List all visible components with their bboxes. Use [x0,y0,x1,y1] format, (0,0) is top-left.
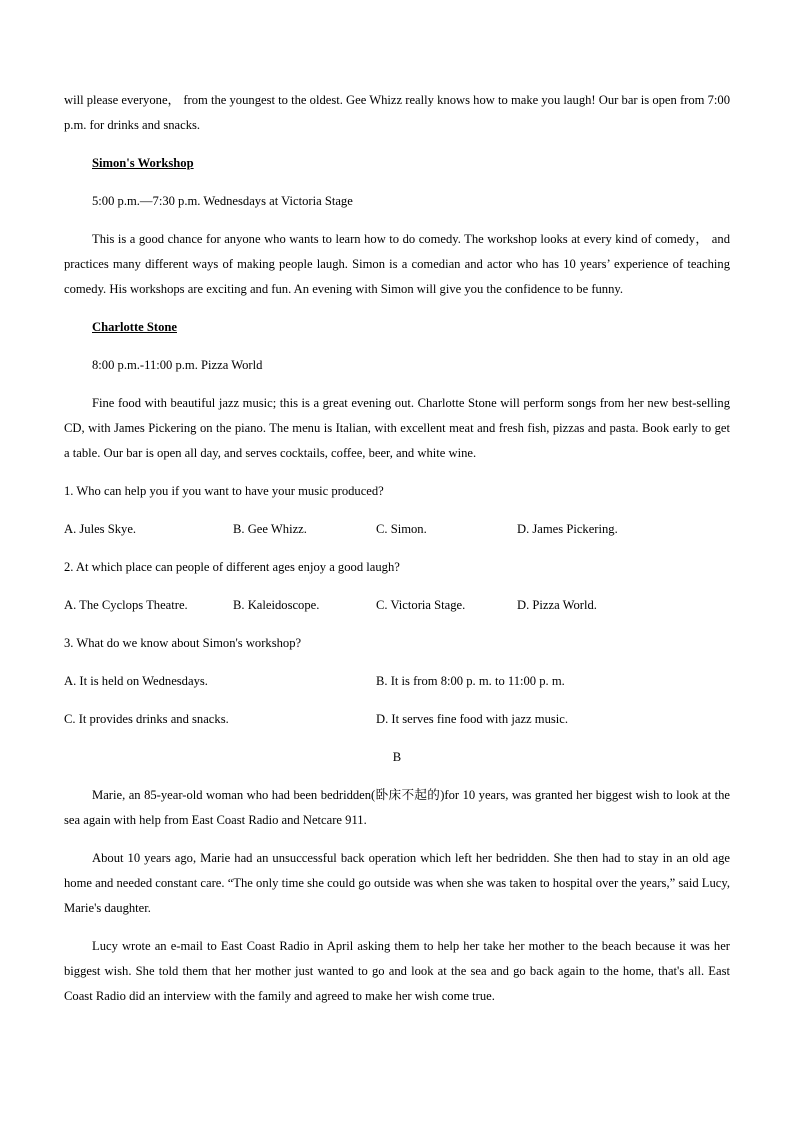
question-1-option-d: D. James Pickering. [517,522,618,536]
question-2-option-c: C. Victoria Stage. [376,598,466,612]
question-2-option-b: B. Kaleidoscope. [233,598,320,612]
document-page [64,88,730,1009]
section-b-paragraph-3: Lucy wrote an e-mail to East Coast Radio in April asking them to help her take her mother to the beach because it was her biggest wish. She told them that her mother just wanted to go and look at the sea and go back again to the home, that's all. East Coast Radio did an interview with the family and agreed to make her wish come true. [64,939,730,1003]
question-1-text: 1. Who can help you if you want to have your music produced? [64,484,384,498]
question-2-option-d: D. Pizza World. [517,598,597,612]
question-1-option-b: B. Gee Whizz. [233,522,307,536]
simon-workshop-heading: Simon's Workshop [92,156,194,170]
question-2-options [64,593,730,618]
question-3-option-d: D. It serves fine food with jazz music. [376,712,568,726]
question-2-text: 2. At which place can people of different ages enjoy a good laugh? [64,560,400,574]
section-b-label: B [392,750,402,764]
charlotte-stone-description: Fine food with beautiful jazz music; this is a great evening out. Charlotte Stone will perform songs from her new best-selling CD, with James Pickering on the piano. The menu is Italian, with excellent meat and fresh fish, pizzas and pasta. Book early to get a table. Our bar is open all day, and serves cocktails, coffee, beer, and white wine. [64,396,730,460]
question-3-option-b: B. It is from 8:00 p. m. to 11:00 p. m. [376,674,565,688]
question-1-option-c: C. Simon. [376,522,427,536]
question-1-options [64,517,730,542]
simon-workshop-time: 5:00 p.m.—7:30 p.m. Wednesdays at Victoria Stage [92,194,353,208]
question-2-option-a: A. The Cyclops Theatre. [64,598,188,612]
question-3-text: 3. What do we know about Simon's workshop? [64,636,302,650]
question-3-options-row-2 [64,707,730,732]
question-3-options-row-1 [64,669,730,694]
simon-workshop-description: This is a good chance for anyone who wants to learn how to do comedy. The workshop looks at every kind of comedy， and practices many different ways of making people laugh. Simon is a comedian and actor who has 10 years’ experience of teaching comedy. His workshops are exciting and fun. An evening with Simon will give you the confidence to be funny. [64,232,730,296]
section-b-paragraph-1: Marie, an 85-year-old woman who had been bedridden(卧床不起的)for 10 years, was granted her biggest wish to look at the sea again with help from East Coast Radio and Netcare 911. [64,788,730,827]
gee-whizz-paragraph-end: will please everyone， from the youngest to the oldest. Gee Whizz really knows how to make you laugh! Our bar is open from 7:00 p.m. for drinks and snacks. [64,93,730,132]
charlotte-stone-heading: Charlotte Stone [92,320,177,334]
section-b-paragraph-2: About 10 years ago, Marie had an unsuccessful back operation which left her bedridden. She then had to stay in an old age home and needed constant care. “The only time she could go outside was when she was taken to hospital over the years,” said Lucy, Marie's daughter. [64,851,730,915]
question-3-option-a: A. It is held on Wednesdays. [64,674,208,688]
question-3-option-c: C. It provides drinks and snacks. [64,712,229,726]
question-1-option-a: A. Jules Skye. [64,522,137,536]
charlotte-stone-time: 8:00 p.m.-11:00 p.m. Pizza World [92,358,263,372]
